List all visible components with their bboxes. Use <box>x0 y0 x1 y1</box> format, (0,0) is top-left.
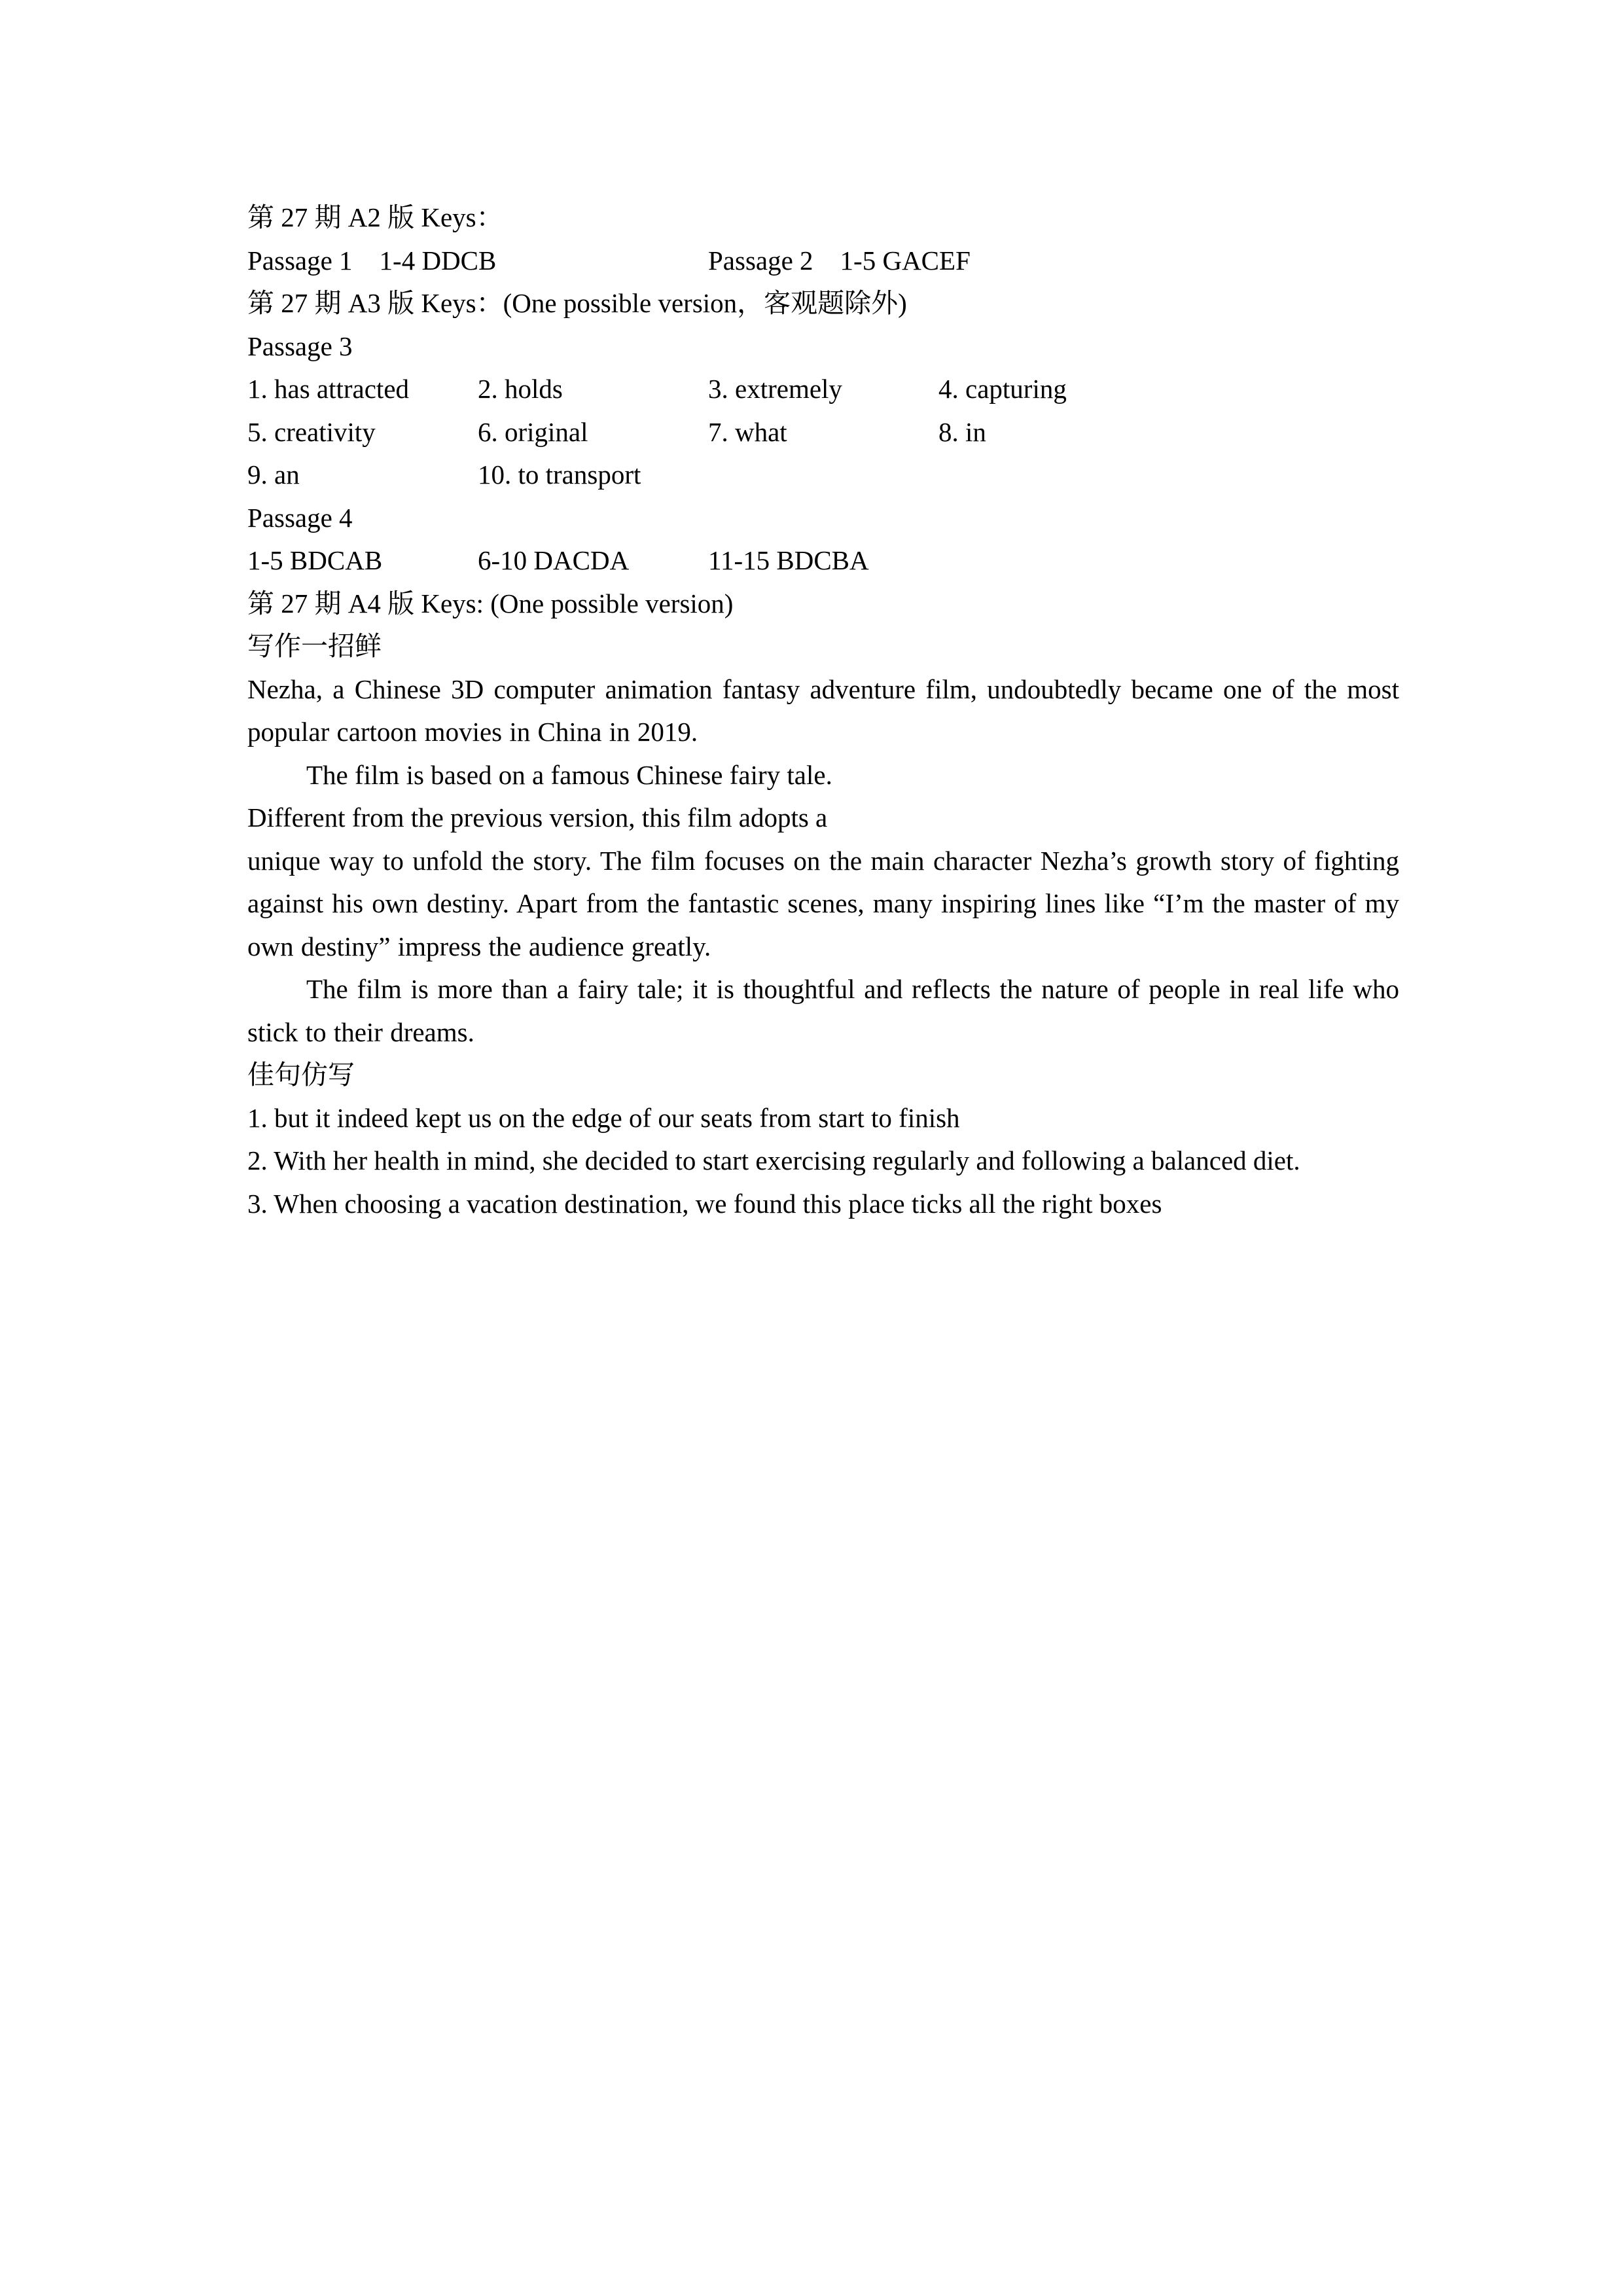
passage3-title: Passage 3 <box>247 331 353 361</box>
answer-item: 6-10 DACDA <box>478 545 630 575</box>
answer-item: 11-15 BDCBA <box>708 545 869 575</box>
imitation-section-title: 佳句仿写 <box>247 1060 355 1090</box>
answer-item: 9. an <box>247 459 300 490</box>
essay-paragraph-3: The film is more than a fairy tale; it is thoughtful and reflects the nature of people in real life who stick to their dreams. <box>247 974 1399 1047</box>
passage4-title: Passage 4 <box>247 502 353 533</box>
essay-paragraph-2-line-2: Different from the previous version, this film adopts a <box>247 802 828 833</box>
passage3-answers-row-2 <box>247 411 1399 454</box>
writing-section-title: 写作一招鲜 <box>247 631 382 661</box>
answer-item: 6. original <box>478 416 588 447</box>
imitation-sentence: 2. With her health in mind, she decided to start exercising regularly and following a balanced diet. <box>247 1145 1300 1175</box>
answer-item: 2. holds <box>478 374 563 404</box>
answer-item: 3. extremely <box>708 374 842 404</box>
answer-item: 1. has attracted <box>247 374 410 404</box>
a3-heading: 第 27 期 A3 版 Keys：(One possible version，客观题除外) <box>247 288 907 318</box>
passage3-answers-row-3 <box>247 454 1399 497</box>
essay-paragraph-2-rest: unique way to unfold the story. The film focuses on the main character Nezha’s growth story of fighting against his own destiny. Apart from the fantastic scenes, many inspiring lines like “I’m the master of my own destiny” impress the audience greatly. <box>247 845 1399 961</box>
answer-item: 5. creativity <box>247 416 376 447</box>
passage1-answers: Passage 1 1-4 DDCB <box>247 245 497 276</box>
a2-heading: 第 27 期 A2 版 Keys： <box>247 202 503 232</box>
answer-item: 4. capturing <box>938 374 1067 404</box>
answer-key-document <box>247 196 1399 1225</box>
answer-item: 7. what <box>708 416 787 447</box>
answer-item: 10. to transport <box>478 459 641 490</box>
answer-item: 1-5 BDCAB <box>247 545 383 575</box>
a4-heading: 第 27 期 A4 版 Keys: (One possible version) <box>247 588 734 619</box>
imitation-sentence: 1. but it indeed kept us on the edge of our seats from start to finish <box>247 1102 960 1133</box>
essay-paragraph-1: Nezha, a Chinese 3D computer animation fantasy adventure film, undoubtedly became one of the most popular cartoon movies in China in 2019. <box>247 673 1399 747</box>
answer-item: 8. in <box>938 416 986 447</box>
passage3-answers-row-1 <box>247 368 1399 411</box>
passage4-answers-row <box>247 539 1399 583</box>
imitation-sentence: 3. When choosing a vacation destination, we found this place ticks all the right boxes <box>247 1188 1162 1219</box>
passage2-answers: Passage 2 1-5 GACEF <box>708 245 971 276</box>
a2-answers-row <box>247 240 1399 283</box>
essay-paragraph-2-line-1: The film is based on a famous Chinese fairy tale. <box>306 759 832 790</box>
